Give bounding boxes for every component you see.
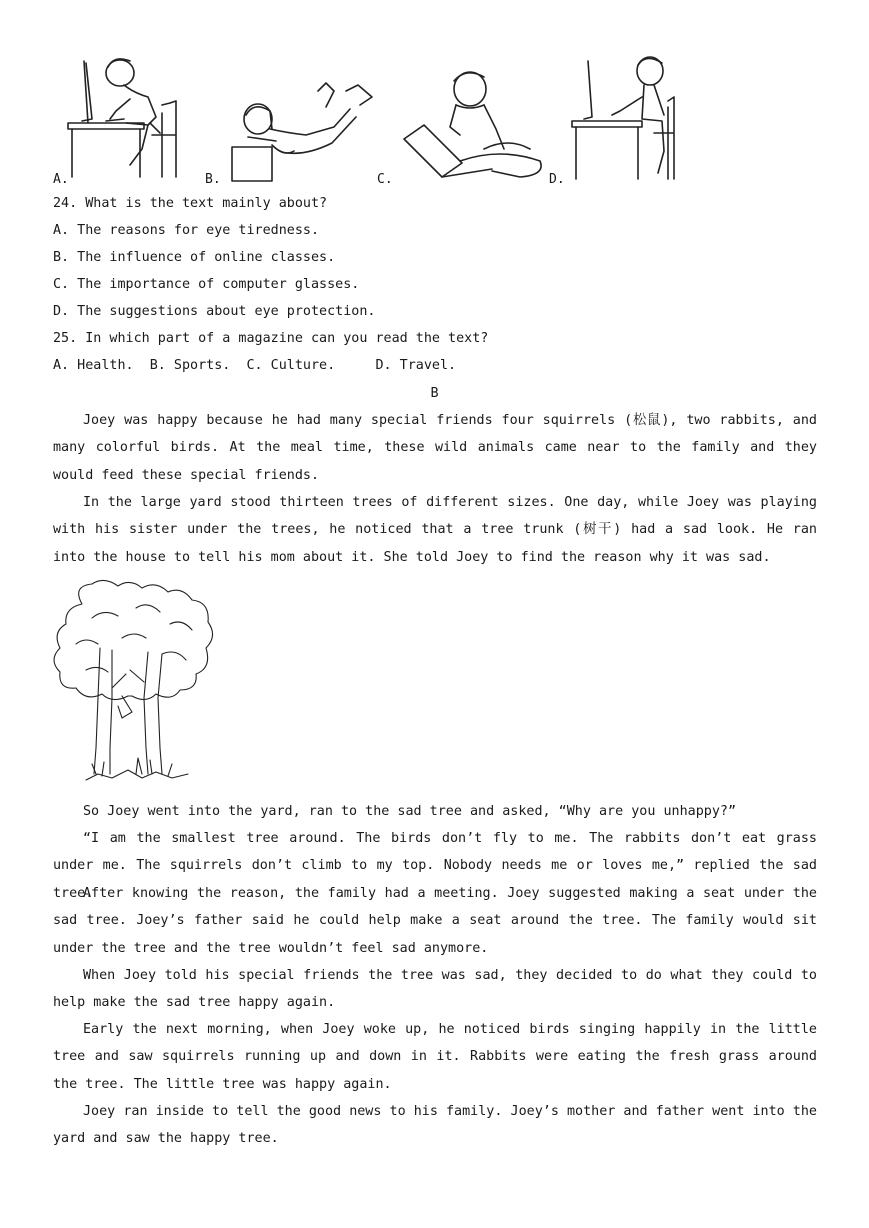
figure-c-cross-legged-laptop: [400, 65, 550, 187]
posture-figures: [0, 45, 869, 195]
passage-paragraph-7: Early the next morning, when Joey woke up, he noticed birds singing happily in the little tree and saw squirrels running up and down in it. Rabbits were eating the fresh grass around the tree. The little tree was happy again.: [53, 1022, 817, 1092]
section-label: B: [430, 386, 439, 401]
passage-paragraph-8: Joey ran inside to tell the good news to his family. Joey’s mother and father went into the yard and saw the happy tree.: [53, 1104, 817, 1147]
question-24-option-c: C. The importance of computer glasses.: [53, 277, 360, 292]
tree-illustration: [52, 578, 218, 790]
passage-paragraph-2: In the large yard stood thirteen trees of different sizes. One day, while Joey was playing with his sister under the trees, he noticed that a tree trunk (树干) had a sad look. He ran into the house to tell his mom about it. She told Joey to find the reason why it was sad.: [53, 495, 817, 565]
figure-label-c: C.: [377, 172, 393, 187]
passage-paragraph-4: “I am the smallest tree around. The birds don’t fly to me. The rabbits don’t eat grass under me. The squirrels don’t climb to my top. Nobody needs me or loves me,” replied the sad tree.: [53, 831, 817, 901]
figure-d-upright-at-desk: [570, 55, 682, 185]
question-24-option-d: D. The suggestions about eye protection.: [53, 304, 376, 319]
figure-a-hunched-at-desk: [64, 53, 186, 183]
figure-label-b: B.: [205, 172, 221, 187]
figure-label-d: D.: [549, 172, 565, 187]
question-25-options: A. Health. B. Sports. C. Culture. D. Travel.: [53, 358, 457, 373]
passage-paragraph-5: After knowing the reason, the family had a meeting. Joey suggested making a seat under the sad tree. Joey’s father said he could help make a seat around the tree. The family would sit under the tree and the tree wouldn’t feel sad anymore.: [53, 886, 817, 956]
question-24-option-a: A. The reasons for eye tiredness.: [53, 223, 320, 238]
figure-b-lying-with-laptop: [228, 77, 380, 187]
passage-paragraph-1: Joey was happy because he had many special friends four squirrels (松鼠), two rabbits, and many colorful birds. At the meal time, these wild animals came near to the family and they would feed these special friends.: [53, 413, 817, 483]
figure-label-a: A.: [53, 172, 69, 187]
passage-paragraph-6: When Joey told his special friends the tree was sad, they decided to do what they could to help make the sad tree happy again.: [53, 968, 817, 1011]
passage-paragraph-3: So Joey went into the yard, ran to the sad tree and asked, “Why are you unhappy?”: [83, 804, 737, 819]
question-24-option-b: B. The influence of online classes.: [53, 250, 336, 265]
question-25-stem: 25. In which part of a magazine can you read the text?: [53, 331, 489, 346]
question-24-stem: 24. What is the text mainly about?: [53, 196, 328, 211]
